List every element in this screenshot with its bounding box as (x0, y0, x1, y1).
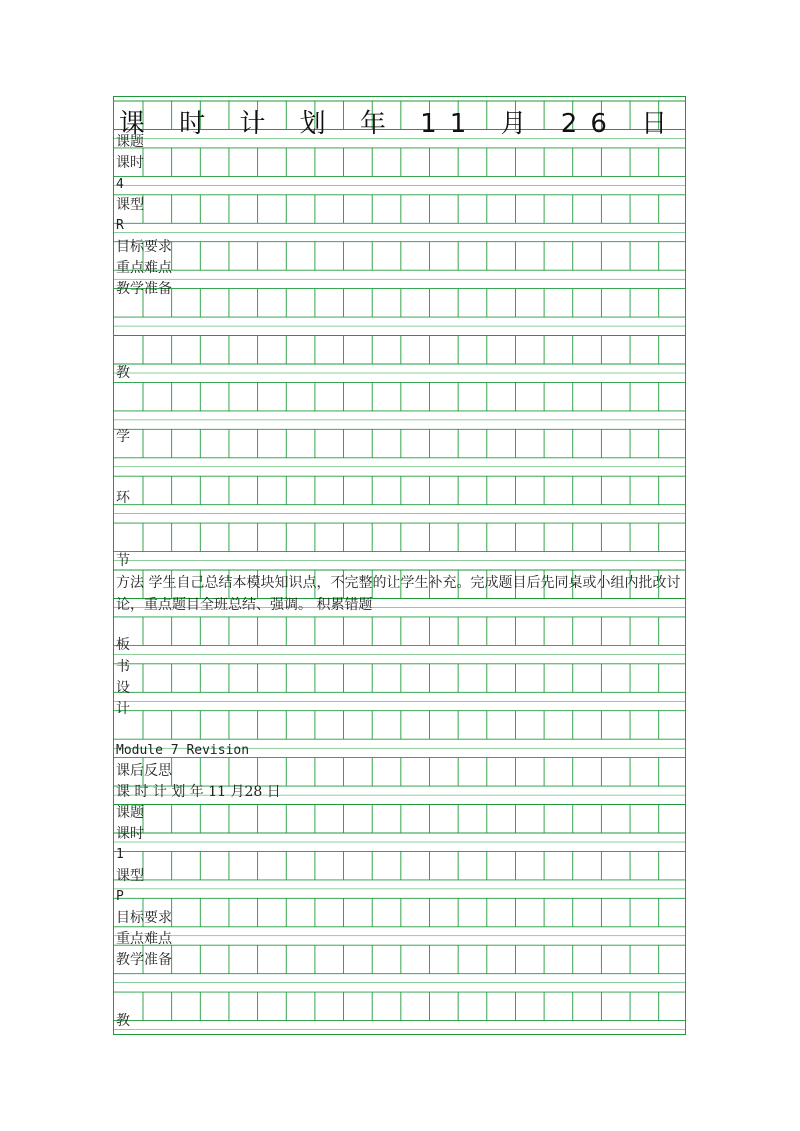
page2-goals-label: 目标要求 (116, 910, 172, 926)
page2-period-value: 1 (116, 847, 124, 862)
page2-prep-label: 教学准备 (116, 952, 172, 968)
period-value: 4 (116, 177, 124, 192)
page2-period-label: 课时 (116, 826, 144, 842)
page2-keypoints-label: 重点难点 (116, 931, 172, 947)
method-text: 学生自己总结本模块知识点，不完整的让学生补充。完成题目后先同桌或小组内批改讨论，重点题目全班总结、强调。 积累错题 (116, 575, 681, 613)
board-char-1: 板 (116, 637, 130, 653)
stage-char-4: 节 (116, 553, 130, 569)
grid-paper (113, 96, 686, 1035)
method-label: 方法 (116, 575, 144, 591)
stage-char-1: 教 (116, 365, 130, 381)
method-paragraph (116, 572, 686, 616)
page2-type-value: P (116, 889, 124, 904)
board-char-3: 设 (116, 680, 130, 696)
period-label: 课时 (116, 155, 144, 171)
grid-lines (114, 97, 686, 1035)
goals-label: 目标要求 (116, 239, 172, 255)
subject-label: 课题 (116, 134, 144, 150)
page2-subject-label: 课题 (116, 805, 144, 821)
page2-type-label: 课型 (116, 868, 144, 884)
reflection-label: 课后反思 (116, 763, 172, 779)
board-char-4: 计 (116, 701, 130, 717)
page2-title: 课 时 计 划 年 11 月28 日 (116, 784, 281, 800)
stage-char-3: 环 (116, 490, 130, 506)
page-title: 课 时 计 划 年 11 月 26 日 (118, 109, 681, 139)
module-text: Module 7 Revision (116, 743, 250, 758)
board-char-2: 书 (116, 659, 130, 675)
type-label: 课型 (116, 197, 144, 213)
keypoints-label: 重点难点 (116, 260, 172, 276)
stage-char-2: 学 (116, 429, 130, 445)
type-value: R (116, 218, 124, 233)
page2-stage-char: 教 (116, 1013, 130, 1029)
prep-label: 教学准备 (116, 281, 172, 297)
